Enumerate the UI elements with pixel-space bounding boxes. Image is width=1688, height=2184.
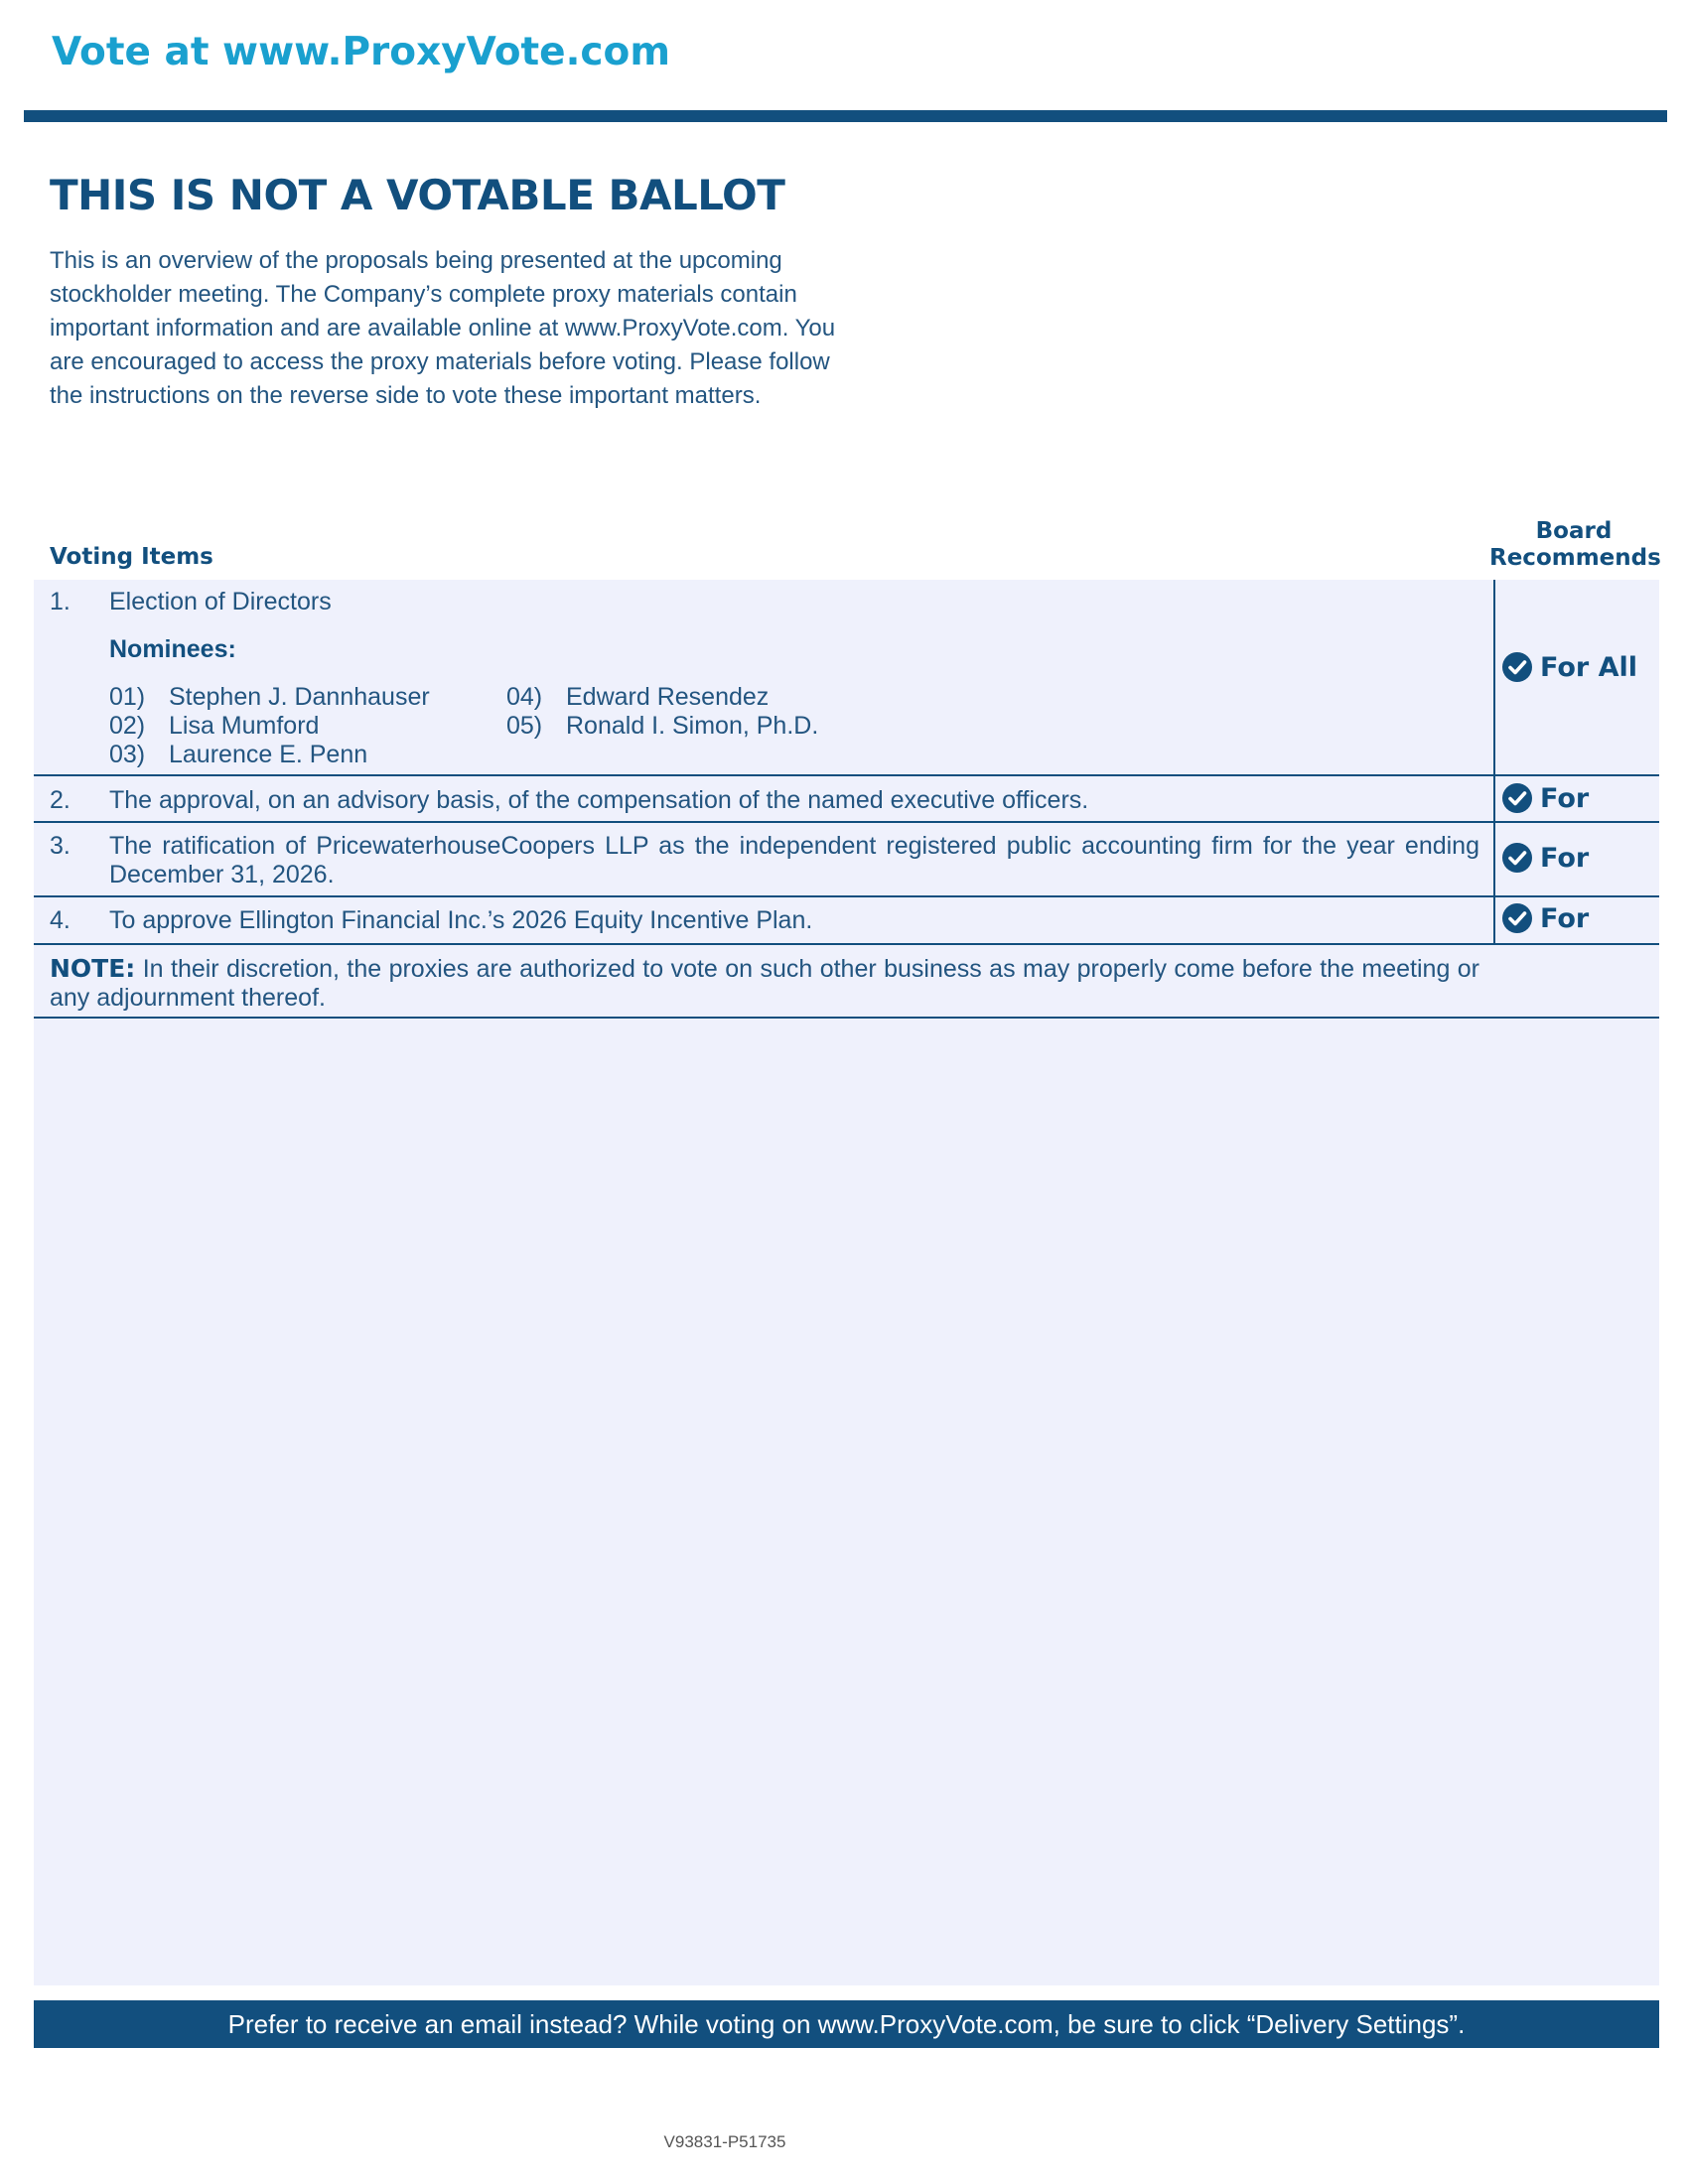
note-paragraph [50,954,1479,1013]
row-divider [34,774,1659,776]
row-divider [34,821,1659,823]
item-3-text: The ratification of PricewaterhouseCoopers LLP as the independent registered public accounting firm for the year ending December 31, 2026. [109,832,1479,888]
item-2-number: 2. [50,786,70,814]
item-3-number: 3. [50,832,70,860]
item-2-text: The approval, on an advisory basis, of the compensation of the named executive officers. [109,786,1089,814]
board-recommends-header: Board Recommends [1489,518,1661,571]
nominee: 03) Laurence E. Penn [109,741,368,768]
item-1-number: 1. [50,588,70,615]
nominee: 01) Stephen J. Dannhauser [109,683,430,711]
header-rule [24,110,1667,122]
nominees-column-2 [506,683,818,741]
row-divider [34,1017,1659,1019]
item-4-number: 4. [50,906,70,934]
document-code: V93831-P51735 [663,2132,786,2151]
recommendation-item-3: For [1501,842,1589,874]
recommendation-item-2: For [1501,782,1589,814]
recommendation-item-4: For [1501,902,1589,934]
voting-items-header: Voting Items [50,544,213,570]
email-delivery-banner: Prefer to receive an email instead? While voting on www.ProxyVote.com, be sure to click “Delivery Settings”. [34,2000,1659,2048]
row-divider [34,895,1659,897]
item-4-text: To approve Ellington Financial Inc.’s 2026 Equity Incentive Plan. [109,906,813,934]
note-label: NOTE: [50,954,136,983]
column-divider [1493,580,1495,945]
nominee: 02) Lisa Mumford [109,712,320,740]
nominee: 05) Ronald I. Simon, Ph.D. [506,712,819,740]
intro-paragraph: This is an overview of the proposals being presented at the upcoming stockholder meeting. The Company’s complete proxy materials contain important information and are available online at www.ProxyVote.com. You are encouraged to access the proxy materials before voting. Please follow the instructions on the reverse side to vote these important matters. [50,247,836,409]
note-text: In their discretion, the proxies are authorized to vote on such other business as may properly come before the meeting or any adjournment thereof. [50,955,1479,1012]
nominees-label: Nominees: [109,635,236,663]
row-divider [34,943,1659,945]
check-circle-icon [1501,651,1533,683]
nominee: 04) Edward Resendez [506,683,770,711]
nominees-column-1 [109,683,430,769]
header-title: Vote at www.ProxyVote.com [52,30,670,74]
check-circle-icon [1501,842,1533,874]
page-title: THIS IS NOT A VOTABLE BALLOT [50,171,785,219]
recommendation-item-1: For All [1501,651,1637,683]
item-1-text: Election of Directors [109,588,332,615]
check-circle-icon [1501,902,1533,934]
check-circle-icon [1501,782,1533,814]
